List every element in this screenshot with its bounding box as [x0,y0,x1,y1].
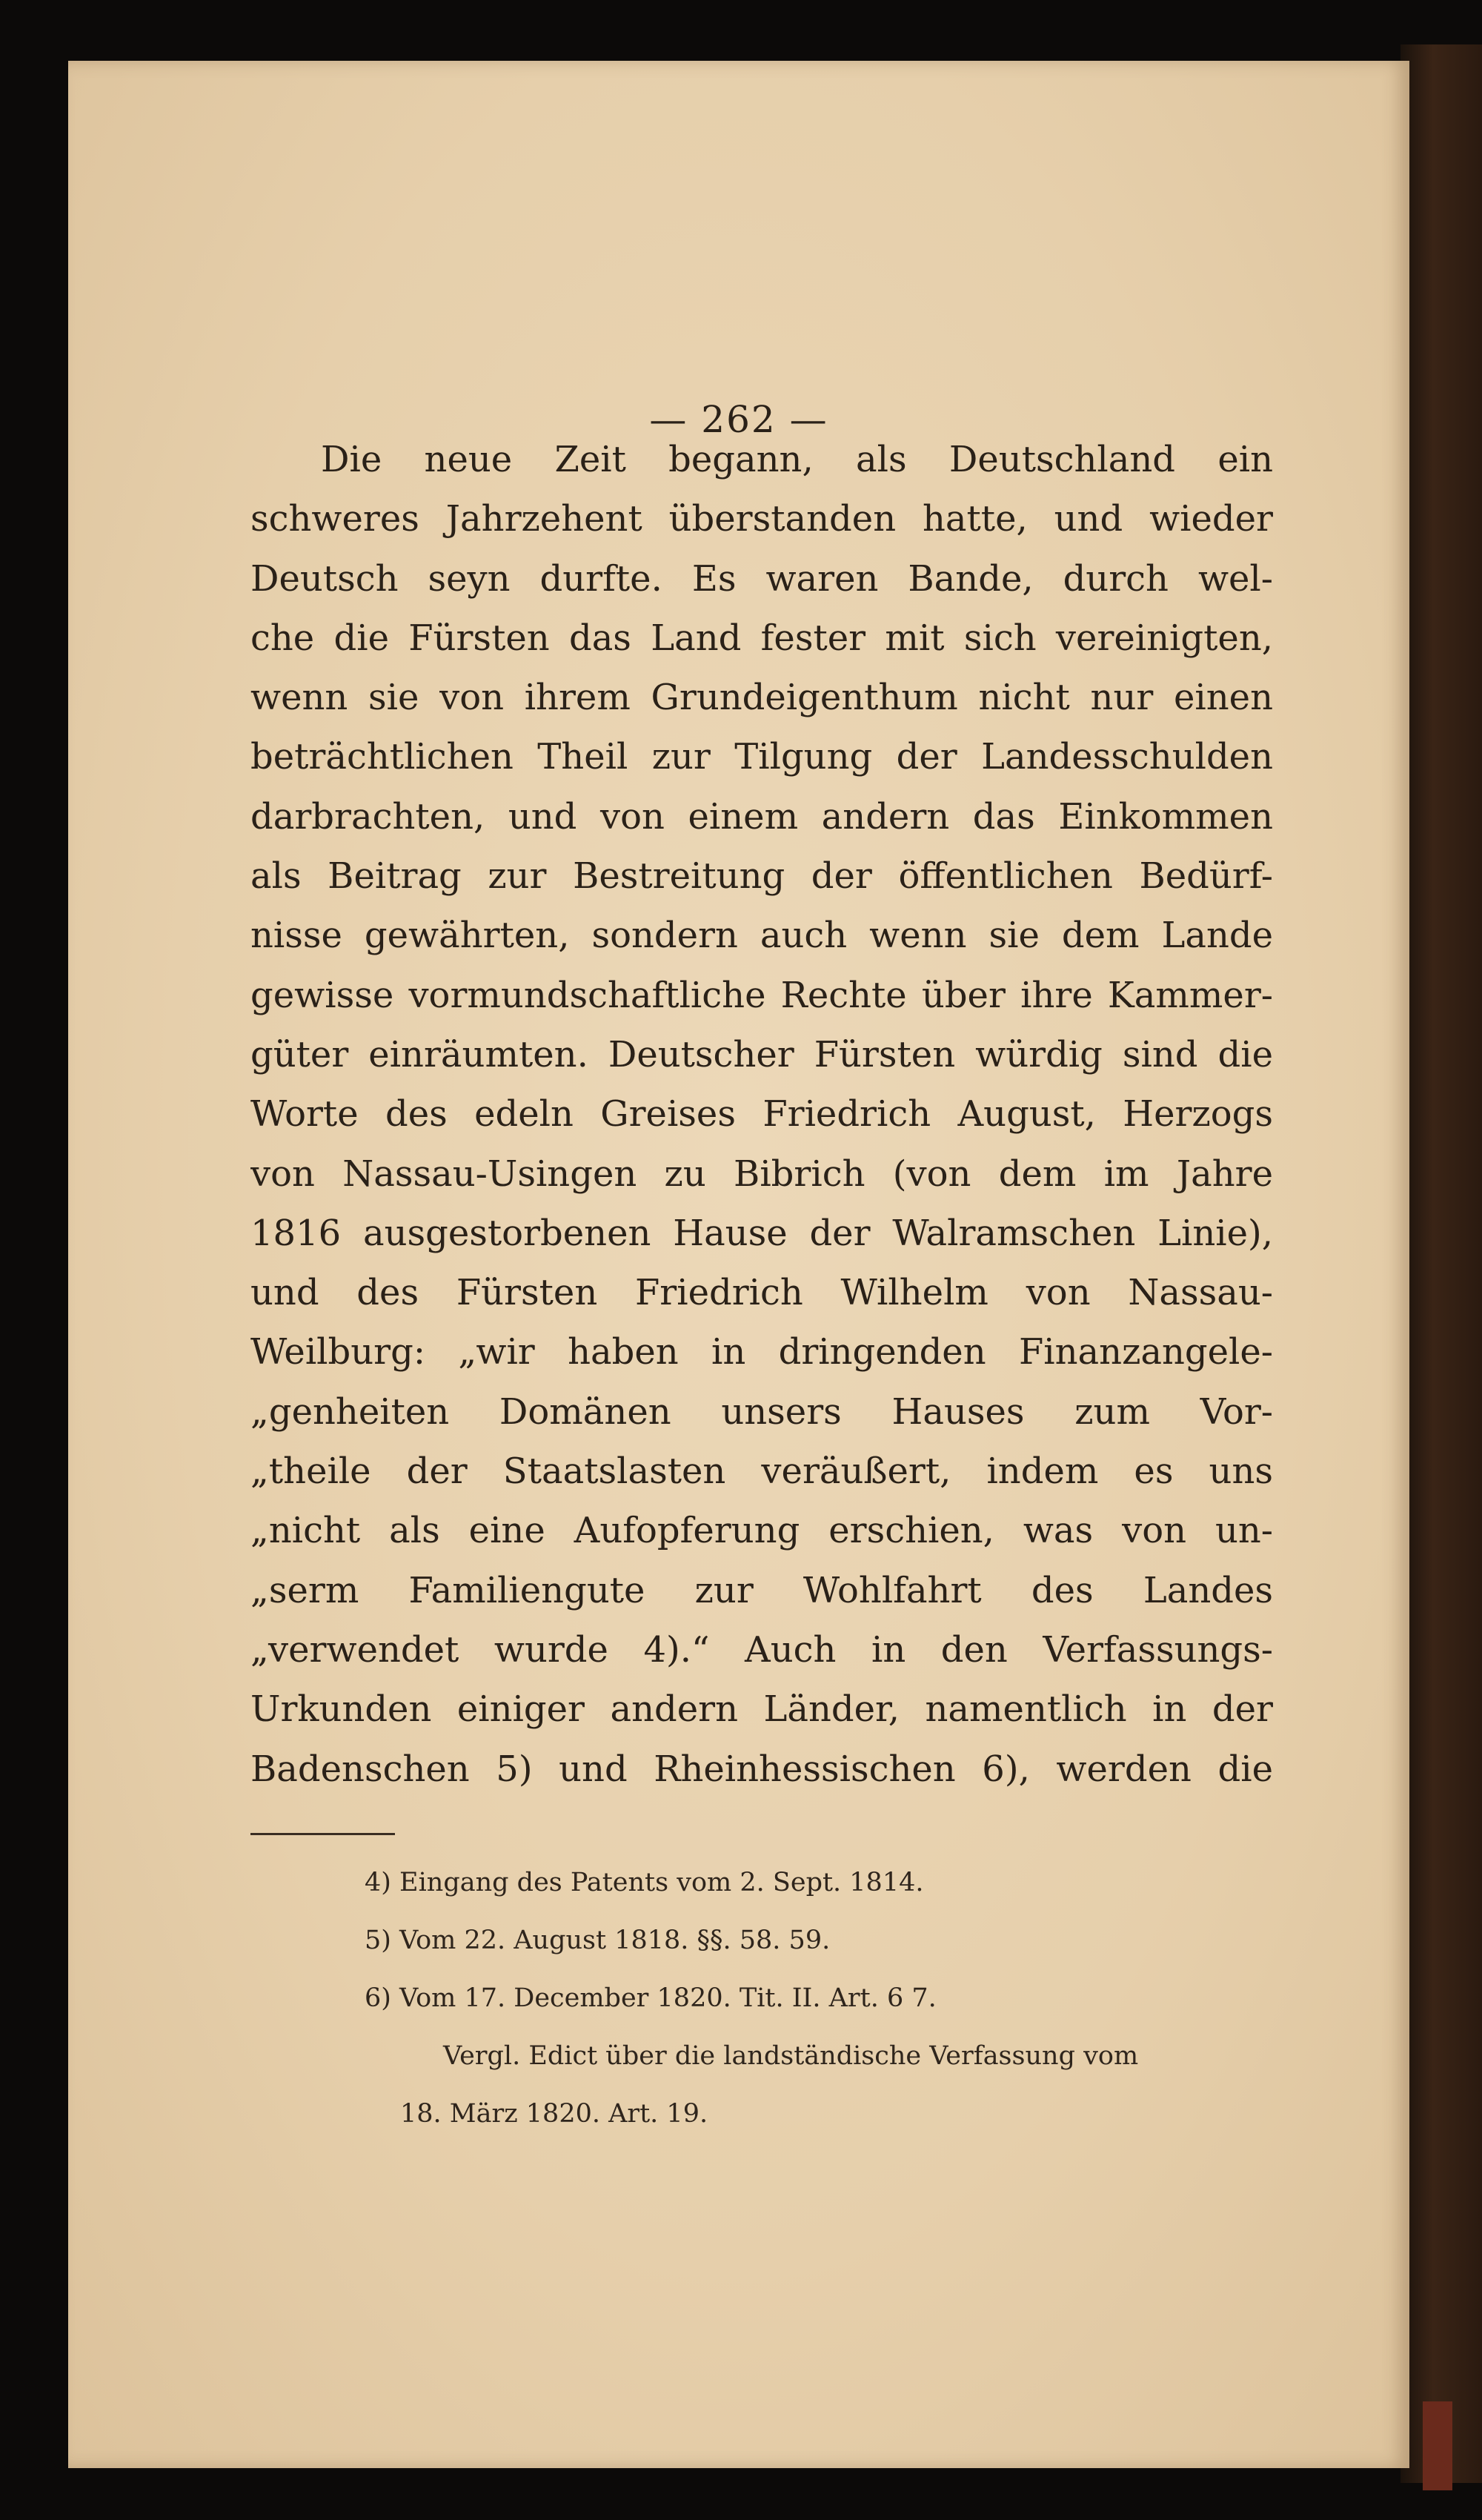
text-line: „theile der Staatslasten veräußert, indem es uns [250,1450,1273,1493]
text-line: „verwendet wurde 4).“ Auch in den Verfassungs- [250,1628,1273,1671]
text-line: gewisse vormundschaftliche Rechte über ihre Kammer- [250,974,1273,1016]
book-bookmark-ribbon [1423,2401,1452,2490]
text-line: darbrachten, und von einem andern das Einkommen [250,795,1273,838]
footnote-6-continuation: Vergl. Edict über die landständische Verfassung vom [443,2041,1139,2071]
text-line: schweres Jahrzehent überstanden hatte, und wieder [250,498,1273,540]
text-line: als Beitrag zur Bestreitung der öffentlichen Bedürf- [250,855,1273,898]
text-line: „serm Familiengute zur Wohlfahrt des Landes [250,1569,1273,1611]
text-line: Weilburg: „wir haben in dringenden Finanzangele- [250,1331,1273,1373]
footnote-divider [250,1833,395,1835]
text-line: wenn sie von ihrem Grundeigenthum nicht nur einen [250,677,1273,719]
text-line: nisse gewährten, sondern auch wenn sie dem Lande [250,915,1273,957]
text-line: von Nassau-Usingen zu Bibrich (von dem im Jahre [250,1153,1273,1195]
page-number-header: — 262 — [649,398,828,441]
footnote-5: 5) Vom 22. August 1818. §§. 58. 59. [365,1926,831,1955]
text-line: che die Fürsten das Land fester mit sich vereinigten, [250,617,1273,659]
text-line: Deutsch seyn durfte. Es waren Bande, durch wel- [250,557,1273,600]
text-line: „genheiten Domänen unsers Hauses zum Vor- [250,1390,1273,1433]
book-cover-edge [1400,44,1482,2483]
text-line: Worte des edeln Greises Friedrich August, Herzogs [250,1093,1273,1135]
body-text [250,430,1273,1799]
text-line: beträchtlichen Theil zur Tilgung der Landesschulden [250,736,1273,778]
text-line: Urkunden einiger andern Länder, namentlich in der [250,1688,1273,1731]
footnote-6-continuation-2: 18. März 1820. Art. 19. [400,2099,708,2129]
footnote-6: 6) Vom 17. December 1820. Tit. II. Art. 6 7. [365,1983,937,2013]
footnote-4: 4) Eingang des Patents vom 2. Sept. 1814. [365,1868,924,1897]
text-line: „nicht als eine Aufopferung erschien, was von un- [250,1510,1273,1552]
text-line: Badenschen 5) und Rheinhessischen 6), werden die [250,1748,1273,1790]
text-line: Die neue Zeit begann, als Deutschland ein [321,439,1273,480]
text-line: und des Fürsten Friedrich Wilhelm von Nassau- [250,1272,1273,1314]
text-line: güter einräumten. Deutscher Fürsten würdig sind die [250,1033,1273,1075]
text-line: 1816 ausgestorbenen Hause der Walramschen Linie), [250,1212,1273,1254]
